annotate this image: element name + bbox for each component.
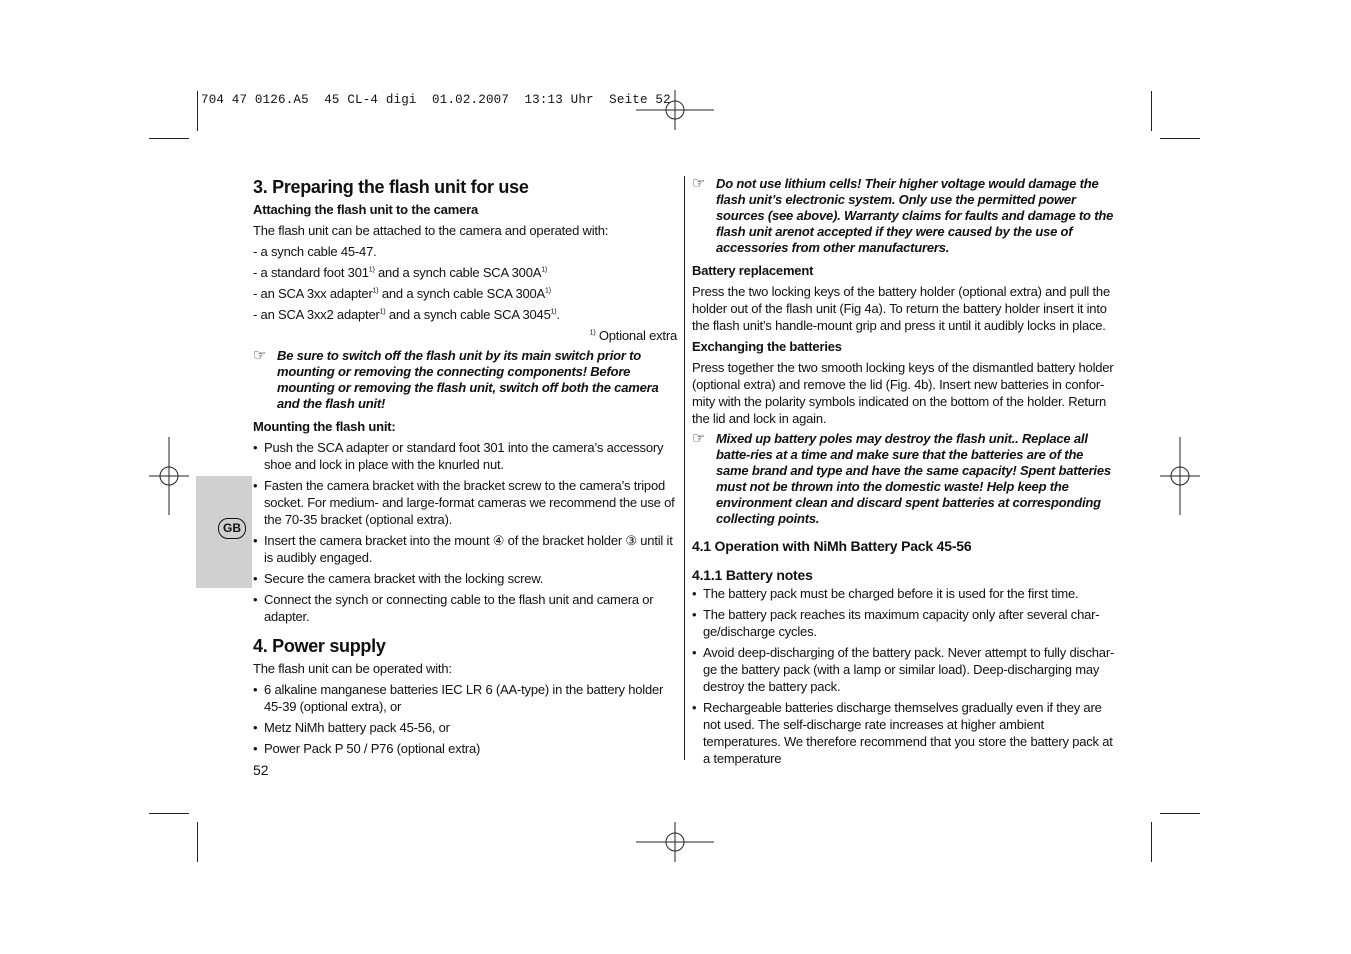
print-header: 704 47 0126.A5 45 CL-4 digi 01.02.2007 13:13 Uhr Seite 52 (201, 93, 671, 107)
mounting-steps (253, 439, 677, 625)
battery-replacement-heading: Battery replacement (692, 263, 814, 278)
battery-notes (692, 585, 1117, 767)
list-item: • Avoid deep-discharging of the battery pack. Never attempt to fully dischar-ge the battery pack (with a lamp or similar load). Deep-discharging may destroy the battery pack. (692, 644, 1117, 695)
pointing-hand-icon: ☞ (692, 430, 706, 447)
crop-mark (149, 813, 189, 814)
section-3-title: 3. Preparing the flash unit for use (253, 177, 529, 197)
mounting-heading: Mounting the flash unit: (253, 419, 396, 434)
attach-intro: The flash unit can be attached to the camera and operated with: (253, 223, 609, 238)
exchanging-text: Press together the two smooth locking keys of the dismantled battery holder (optional extra) and remove the lid (Fig. 4b). Insert new batteries in confor-mity with the polarity symbols indicated on the bottom of the holder. Return the lid and lock in again. (692, 360, 1114, 426)
left-column (253, 176, 677, 761)
registration-mark-bottom (636, 822, 714, 862)
exchanging-heading: Exchanging the batteries (692, 339, 842, 354)
attach-option: - an SCA 3xx2 adapter$^{1)}$ and a synch cable SCA 3045$^{1)}$. (253, 307, 560, 322)
column-divider (684, 176, 685, 760)
power-options (253, 681, 677, 757)
list-item: • 6 alkaline manganese batteries IEC LR 6 (AA-type) in the battery holder 45-39 (optional extra), or (253, 681, 677, 715)
attach-option: - an SCA 3xx adapter$^{1)}$ and a synch cable SCA $300A^{1)}$ (253, 286, 551, 301)
pointing-hand-icon: ☞ (253, 347, 267, 364)
right-column (692, 176, 1117, 771)
list-item: • Metz NiMh battery pack 45-56, or (253, 719, 677, 736)
battery-replacement-text: Press the two locking keys of the battery holder (optional extra) and pull the holder out of the flash unit (Fig 4a). To return the battery holder insert it into the flash unit’s handle-mount grip and press it until it audibly locks in place. (692, 284, 1110, 333)
warning-note: ☞ Do not use lithium cells! Their higher voltage would damage the flash unit’s electronic system. Only use the permitted power sources (see above). Warranty claims for faults and damage to the flash unit arenot accepted if they were caused by the use of accessories from other manufacturers. (692, 175, 1114, 255)
section-4-1-1-title: 4.1.1 Battery notes (692, 567, 813, 583)
crop-mark (1160, 813, 1200, 814)
crop-mark (1151, 822, 1152, 862)
list-item: • The battery pack must be charged before it is used for the first time. (692, 585, 1117, 602)
registration-mark-right (1160, 437, 1200, 515)
registration-mark-left (149, 437, 189, 515)
attach-option: - a synch cable 45-47. (253, 244, 377, 259)
section-4-1-title: 4.1 Operation with NiMh Battery Pack 45-56 (692, 538, 972, 554)
footnote: $^{1)}$ Optional extra (589, 328, 677, 343)
page-number: 52 (253, 762, 269, 778)
list-item: • Push the SCA adapter or standard foot 301 into the camera’s accessory shoe and lock in place with the knurled nut. (253, 439, 677, 473)
section-4-title: 4. Power supply (253, 636, 386, 656)
language-badge: GB (218, 518, 246, 539)
warning-note: ☞ Mixed up battery poles may destroy the flash unit.. Replace all batte-ries at a time and make sure that the batteries are of the same brand and type and have the same capacity! Spent batteries must not be thrown into the domestic waste! Help keep the environment clean and discard spent batteries at corresponding collecting points. (692, 430, 1111, 526)
list-item: • Rechargeable batteries discharge themselves gradually even if they are not used. The self-discharge rate increases at higher ambient temperatures. We therefore recommend that you store the battery pack at a temperature (692, 699, 1117, 767)
list-item: • Fasten the camera bracket with the bracket screw to the camera’s tripod socket. For medium- and large-format cameras we recommend the use of the 70-35 bracket (optional extra). (253, 477, 677, 528)
crop-mark (1151, 91, 1152, 131)
list-item: • Connect the synch or connecting cable to the flash unit and camera or adapter. (253, 591, 677, 625)
crop-mark (197, 91, 198, 131)
pointing-hand-icon: ☞ (692, 175, 706, 192)
attach-heading: Attaching the flash unit to the camera (253, 202, 478, 217)
crop-mark (149, 138, 189, 139)
list-item: • Power Pack P 50 / P76 (optional extra) (253, 740, 677, 757)
crop-mark (197, 822, 198, 862)
power-intro: The flash unit can be operated with: (253, 661, 452, 676)
crop-mark (1160, 138, 1200, 139)
list-item: • Insert the camera bracket into the mount ④ of the bracket holder ③ until it is audibly engaged. (253, 532, 677, 566)
attach-option: - a standard foot 301$^{1)}$ and a synch cable SCA $300A^{1)}$ (253, 265, 548, 280)
list-item: • The battery pack reaches its maximum capacity only after several char-ge/discharge cycles. (692, 606, 1117, 640)
warning-note: ☞ Be sure to switch off the flash unit by its main switch prior to mounting or removing the connecting components! Before mounting or removing the flash unit, switch off both the camera and the flash unit! (253, 347, 659, 411)
list-item: • Secure the camera bracket with the locking screw. (253, 570, 677, 587)
